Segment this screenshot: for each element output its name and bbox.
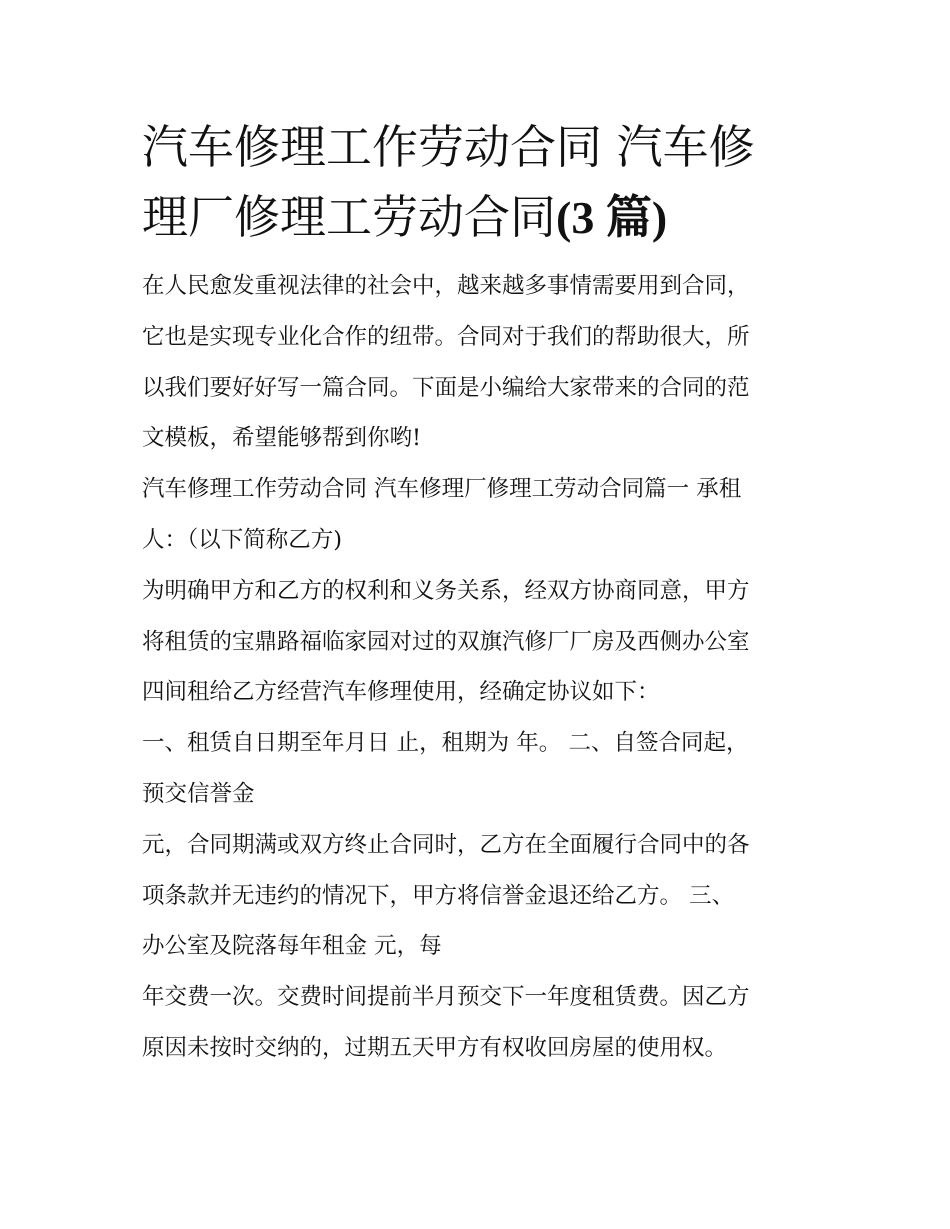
body-line: 为明确甲方和乙方的权利和义务关系，经双方协商同意，甲方: [142, 577, 750, 604]
document-title: [142, 112, 814, 253]
title-count: (3 篇): [556, 192, 668, 243]
body-line: 元，合同期满或双方终止合同时，乙方在全面履行合同中的各: [142, 831, 750, 858]
title-line-2: [142, 182, 814, 253]
body-line: 它也是实现专业化合作的纽带。合同对于我们的帮助很大，所: [142, 323, 750, 350]
body-line: 年交费一次。交费时间提前半月预交下一年度租赁费。因乙方: [142, 984, 750, 1011]
document-page: [142, 112, 814, 1074]
body-line: 办公室及院落每年租金 元，每: [142, 933, 442, 960]
body-line: 原因未按时交纳的，过期五天甲方有权收回房屋的使用权。: [142, 1034, 728, 1061]
body-line: 四间租给乙方经营汽车修理使用，经确定协议如下：: [142, 679, 660, 706]
body-line: 项条款并无违约的情况下，甲方将信誉金退还给乙方。 三、: [142, 882, 735, 909]
body-line: 一、租赁自日期至年月日 止，租期为 年。 二、自签合同起，: [142, 730, 749, 757]
body-line: 在人民愈发重视法律的社会中，越来越多事情需要用到合同，: [142, 273, 750, 299]
body-line: 以我们要好好写一篇合同。下面是小编给大家带来的合同的范: [142, 374, 750, 401]
body-line: 人：（以下简称乙方): [142, 526, 343, 553]
body-line: 将租赁的宝鼎路福临家园对过的双旗汽修厂厂房及西侧办公室: [142, 628, 750, 655]
title-line-2-text: 理厂修理工劳动合同: [142, 190, 556, 244]
body-line: 文模板，希望能够帮到你哟!: [142, 425, 422, 452]
body-line: 汽车修理工作劳动合同 汽车修理厂修理工劳动合同篇一 承租: [142, 476, 742, 503]
title-line-1: 汽车修理工作劳动合同 汽车修: [142, 120, 755, 174]
body-line: 预交信誉金: [142, 780, 255, 807]
document-body: [142, 261, 814, 1074]
